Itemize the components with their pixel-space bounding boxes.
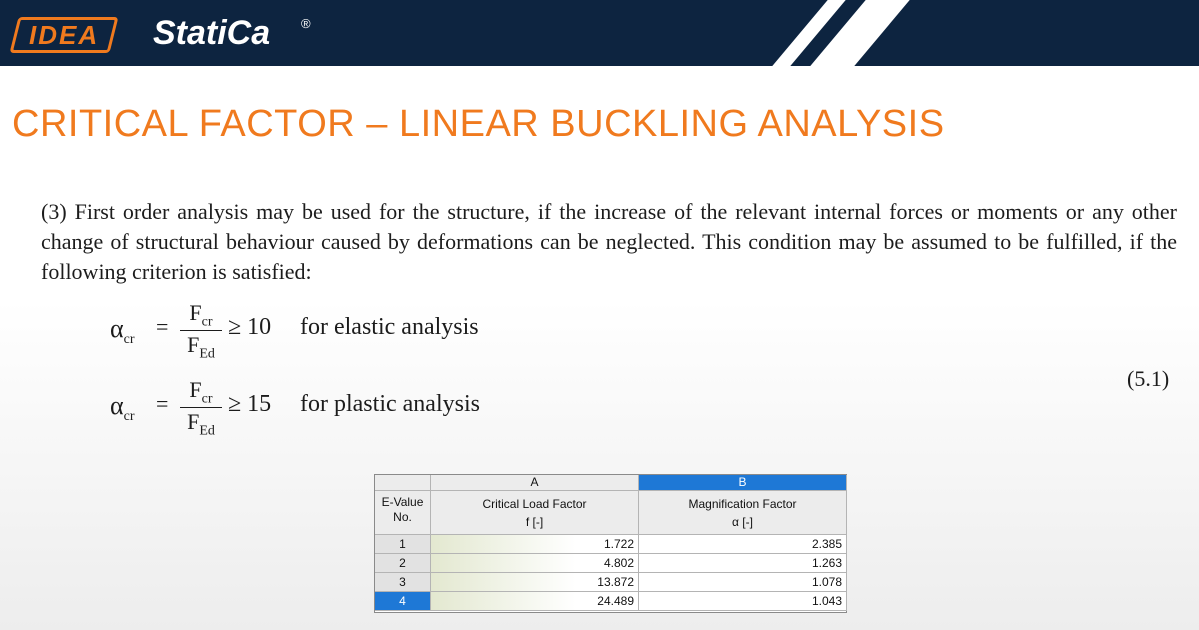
formula-plastic: [110, 377, 610, 437]
row-number[interactable]: 3: [375, 573, 431, 592]
equation-number: (5.1): [1127, 366, 1170, 391]
formula-fraction: [178, 300, 224, 360]
fraction-bar: [180, 407, 222, 408]
formula-numerator: $F_{cr}$: [189, 300, 213, 330]
formula-limit: ≥ 15: [228, 391, 272, 417]
cell-magnification-factor[interactable]: 1.263: [639, 554, 847, 573]
formula-denominator: $F_{Ed}$: [187, 409, 215, 439]
formula-fraction: [178, 377, 224, 437]
cell-magnification-factor[interactable]: 1.043: [639, 592, 847, 611]
fraction-bar: [180, 330, 222, 331]
formula-equals: =: [156, 391, 169, 416]
slide-title: CRITICAL FACTOR – LINEAR BUCKLING ANALYSIS: [12, 103, 945, 145]
row-number[interactable]: 1: [375, 535, 431, 554]
row-number[interactable]: 2: [375, 554, 431, 573]
logo-idea-box: [10, 17, 119, 53]
logo-statica-text: StatiCa: [153, 14, 271, 52]
eigenvalue-table: [374, 474, 847, 613]
column-letter-a[interactable]: A: [431, 475, 639, 491]
logo-idea-text: IDEA: [29, 20, 100, 50]
cell-critical-load-factor[interactable]: 24.489: [431, 592, 639, 611]
header-critical-load-factor: Critical Load Factor f [-]: [431, 491, 639, 535]
table-corner: [375, 475, 431, 491]
cell-magnification-factor[interactable]: 2.385: [639, 535, 847, 554]
column-letter-b[interactable]: B: [639, 475, 847, 491]
formula-numerator: $F_{cr}$: [189, 377, 213, 407]
formula-description: for plastic analysis: [300, 391, 480, 417]
row-number-selected[interactable]: 4: [375, 592, 431, 611]
formula-denominator: $F_{Ed}$: [187, 332, 215, 362]
logo-registered-mark: ®: [301, 16, 311, 31]
formula-equals: =: [156, 314, 169, 339]
header-bar: [0, 0, 1199, 66]
cell-critical-load-factor[interactable]: 1.722: [431, 535, 639, 554]
header-evalue: E-Value No.: [375, 491, 431, 535]
header-magnification-factor: Magnification Factor α [-]: [639, 491, 847, 535]
cell-magnification-factor[interactable]: 1.078: [639, 573, 847, 592]
formula-description: for elastic analysis: [300, 314, 479, 340]
formula-limit: ≥ 10: [228, 314, 272, 340]
formula-alpha: $\alpha_{cr}$: [110, 314, 135, 348]
criterion-paragraph: (3) First order analysis may be used for the structure, if the increase of the relevant internal forces or moments or any other change of structural behaviour caused by deformations can be neglected. This condition may be assumed to be fulfilled, if the following criterion is satisfied:: [41, 199, 1177, 284]
cell-critical-load-factor[interactable]: 13.872: [431, 573, 639, 592]
formula-alpha: $\alpha_{cr}$: [110, 391, 135, 425]
formula-elastic: [110, 300, 610, 360]
cell-critical-load-factor[interactable]: 4.802: [431, 554, 639, 573]
